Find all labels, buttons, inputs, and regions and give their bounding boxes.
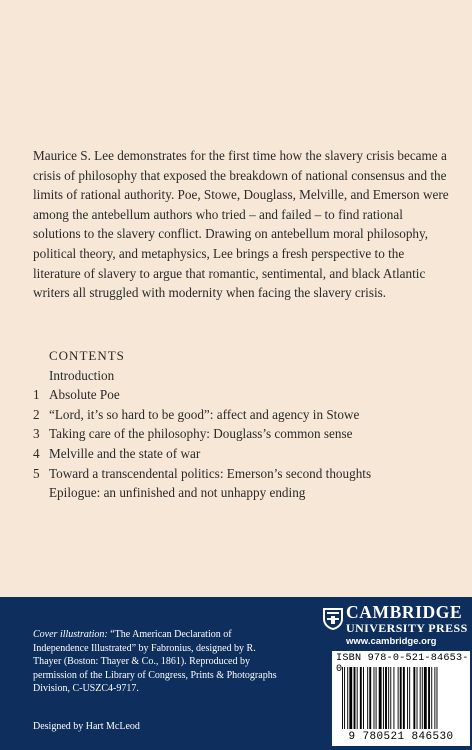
contents-item-number (33, 366, 49, 386)
contents-list (33, 366, 453, 503)
contents-item-title: Absolute Poe (49, 387, 120, 403)
contents-item-title: Taking care of the philosophy: Douglass’s common sense (49, 426, 353, 442)
footer-panel (0, 597, 472, 750)
contents-item (33, 483, 453, 503)
barcode-panel (332, 651, 470, 746)
publisher-url: www.cambridge.org (346, 636, 437, 647)
contents-item-title: Melville and the state of war (49, 445, 201, 461)
barcode-icon (332, 667, 470, 731)
barcode-digits: 9 780521 846530 (348, 731, 454, 743)
contents-item-number: 5 (33, 465, 40, 481)
contents-item-title: Epilogue: an unfinished and not unhappy ending (49, 485, 306, 501)
contents-item (33, 385, 453, 405)
publisher-logo (346, 603, 470, 647)
designer-credit: Designed by Hart McLeod (33, 721, 140, 732)
contents-item (33, 464, 453, 484)
cover-credit-label: Cover illustration: (33, 629, 108, 640)
contents-item-title: “Lord, it’s so hard to be good”: affect and agency in Stowe (49, 406, 360, 422)
contents-item (33, 405, 453, 425)
contents-item-title: Introduction (49, 367, 115, 383)
cover-credit-text: “The American Declaration of Independence Illustrated” by Fabronius, designed by R. Thayer (Boston: Thayer & Co., 1861). Reproduced by permission of the Library of Congress, Prints & Photographs Division, C-USZC4-9717. (33, 629, 277, 695)
contents-item-number: 1 (33, 387, 40, 403)
contents-item (33, 366, 453, 386)
contents-item (33, 444, 453, 464)
contents-item (33, 424, 453, 444)
cover-illustration-credit (33, 628, 283, 696)
contents-item-title: Toward a transcendental politics: Emerson’s second thoughts (49, 465, 372, 481)
contents-heading: CONTENTS (49, 348, 125, 363)
publisher-name: CAMBRIDGE (346, 602, 463, 622)
publisher-subtitle: UNIVERSITY PRESS (346, 621, 468, 635)
back-cover-blurb: Maurice S. Lee demonstrates for the first time how the slavery crisis became a crisis of philosophy that exposed the breakdown of national consensus and the limits of rational authority. Poe, Stowe, Douglass, Melville, and Emerson were among the antebellum authors who tried – and failed – to find rational solutions to the slavery conflict. Drawing on antebellum moral philosophy, political theory, and metaphysics, Lee brings a fresh perspective to the literature of slavery to argue that romantic, sentimental, and black Atlantic writers all struggled with modernity when facing the slavery crisis. (33, 148, 449, 301)
cambridge-crest-icon (322, 607, 344, 631)
contents-item-number (33, 483, 49, 503)
isbn-text: ISBN 978-0-521-84653-0 (336, 653, 469, 675)
contents-item-number: 2 (33, 406, 40, 422)
contents-item-number: 3 (33, 426, 40, 442)
table-of-contents (33, 346, 453, 503)
contents-item-number: 4 (33, 445, 40, 461)
